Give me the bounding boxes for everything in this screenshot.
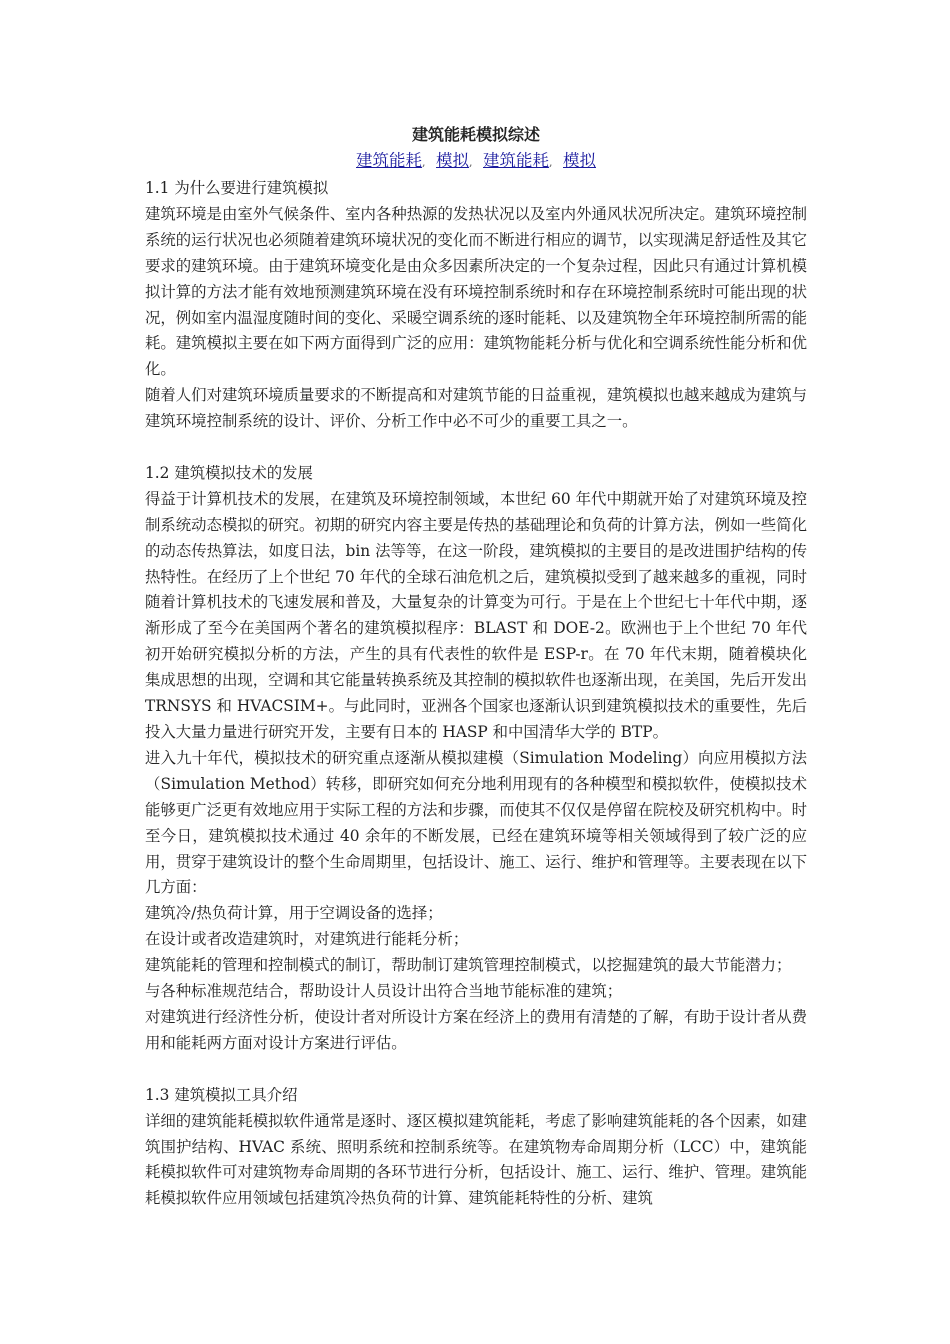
paragraph: 进入九十年代，模拟技术的研究重点逐渐从模拟建模（Simulation Modeling）向应用模拟方法（Simulation Method）转移，即研究如何充分地利用现有的各种模型和模拟软件，使模拟技术能够更广泛更有效地应用于实际工程的方法和步骤，而使其不仅仅是停留在院校及研究机构中。时至今日，建筑模拟技术通过 40 余年的不断发展，已经在建筑环境等相关领域得到了较广泛的应用，贯穿于建筑设计的整个生命周期里，包括设计、施工、运行、维护和管理等。主要表现在以下几方面： — [145, 748, 807, 897]
list-item: 建筑能耗的管理和控制模式的制订，帮助制订建筑管理控制模式，以挖掘建筑的最大节能潜力； — [145, 956, 792, 975]
keyword-link[interactable]: 建筑能耗 — [356, 151, 422, 170]
keyword-separator: , — [549, 156, 553, 169]
section-heading: 1.1 为什么要进行建筑模拟 — [145, 179, 329, 197]
section-why-simulate — [145, 176, 807, 435]
document-title: 建筑能耗模拟综述 — [411, 125, 540, 144]
section-heading: 1.3 建筑模拟工具介绍 — [145, 1085, 298, 1104]
list-item: 与各种标准规范结合，帮助设计人员设计出符合当地节能标准的建筑； — [145, 982, 623, 1001]
keyword-links — [145, 148, 807, 176]
paragraph: 得益于计算机技术的发展，在建筑及环境控制领域，本世纪 60 年代中期就开始了对建筑环境及控制系统动态模拟的研究。初期的研究内容主要是传热的基础理论和负荷的计算方法，例如一些简化的动态传热算法，如度日法，bin 法等等，在这一阶段，建筑模拟的主要目的是改进围护结构的传热特性。在经历了上个世纪 70 年代的全球石油危机之后，建筑模拟受到了越来越多的重视，同时随着计算机技术的飞速发展和普及，大量复杂的计算变为可行。于是在上个世纪七十年代中期，逐渐形成了至今在美国两个著名的建筑模拟程序：BLAST 和 DOE-2。欧洲也于上个世纪 70 年代初开始研究模拟分析的方法，产生的具有代表性的软件是 ESP-r。在 70 年代末期，随着模块化集成思想的出现，空调和其它能量转换系统及其控制的模拟软件也逐渐出现，在美国，先后开发出 TRNSYS 和 HVACSIM+。与此同时，亚洲各个国家也逐渐认识到建筑模拟技术的重要性，先后投入大量力量进行研究开发，主要有日本的 HASP 和中国清华大学的 BTP。 — [145, 489, 807, 742]
paragraph: 详细的建筑能耗模拟软件通常是逐时、逐区模拟建筑能耗，考虑了影响建筑能耗的各个因素，如建筑围护结构、HVAC 系统、照明系统和控制系统等。在建筑物寿命周期分析（LCC）中，建筑能耗模拟软件可对建筑物寿命周期的各环节进行分析，包括设计、施工、运行、维护、管理。建筑能耗模拟软件应用领域包括建筑冷热负荷的计算、建筑能耗特性的分析、建筑 — [145, 1111, 807, 1208]
paragraph: 建筑环境是由室外气候条件、室内各种热源的发热状况以及室内外通风状况所决定。建筑环境控制系统的运行状况也必须随着建筑环境状况的变化而不断进行相应的调节，以实现满足舒适性及其它要求的建筑环境。由于建筑环境变化是由众多因素所决定的一个复杂过程，因此只有通过计算机模拟计算的方法才能有效地预测建筑环境在没有环境控制系统时和存在环境控制系统时可能出现的状况，例如室内温湿度随时间的变化、采暖空调系统的逐时能耗、以及建筑物全年环境控制所需的能耗。建筑模拟主要在如下两方面得到广泛的应用：建筑物能耗分析与优化和空调系统性能分析和优化。 — [145, 204, 807, 379]
list-item: 对建筑进行经济性分析，使设计者对所设计方案在经济上的费用有清楚的了解，有助于设计者从费用和能耗两方面对设计方案进行评估。 — [145, 1007, 807, 1052]
keyword-separator: , — [469, 156, 473, 169]
list-item: 在设计或者改造建筑时，对建筑进行能耗分析； — [145, 930, 469, 949]
list-item: 建筑冷/热负荷计算，用于空调设备的选择； — [145, 904, 443, 923]
keyword-link[interactable]: 模拟 — [563, 151, 596, 170]
section-development — [145, 461, 807, 1057]
keyword-link[interactable]: 建筑能耗 — [483, 151, 549, 170]
section-heading: 1.2 建筑模拟技术的发展 — [145, 463, 313, 482]
keyword-link[interactable]: 模拟 — [436, 151, 469, 170]
section-tools — [145, 1083, 807, 1213]
keyword-separator: , — [422, 156, 426, 169]
paragraph: 随着人们对建筑环境质量要求的不断提高和对建筑节能的日益重视，建筑模拟也越来越成为建筑与建筑环境控制系统的设计、评价、分析工作中必不可少的重要工具之一。 — [145, 386, 807, 431]
document-page — [145, 122, 807, 1212]
